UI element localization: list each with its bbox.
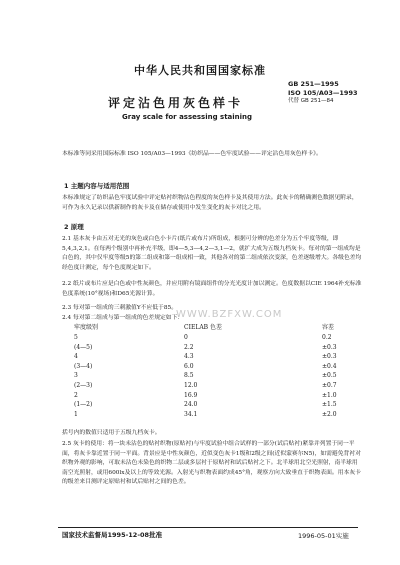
table-row xyxy=(60,371,360,381)
tolerance-cell: ±1.0 xyxy=(322,391,337,399)
implementation-date: 1996-05-01实施 xyxy=(298,532,349,540)
grade-cell: (3—4) xyxy=(74,362,93,370)
tolerance-cell: ±0.5 xyxy=(322,372,337,380)
replaces-note: 代替 GB 251—84 xyxy=(288,98,334,104)
section-1-heading: 1 主题内容与适用范围 xyxy=(64,182,130,190)
header-cielab: CIELAB 色差 xyxy=(184,324,222,332)
document-subtitle-en: Gray scale for assessing staining xyxy=(122,113,253,121)
grade-cell: (4—5) xyxy=(74,343,93,351)
table-row xyxy=(60,400,360,410)
cielab-cell: 6.0 xyxy=(184,362,194,370)
grade-cell: 1 xyxy=(74,410,78,418)
iso-number: ISO 105/A03—1993 xyxy=(288,88,358,97)
clause-2-3: 2.3 每对第一组成的三刺激值Y不应低于85。 xyxy=(62,305,178,311)
grade-cell: 5 xyxy=(74,334,78,341)
table-row xyxy=(60,391,360,401)
cielab-cell: 12.0 xyxy=(184,381,198,389)
issuing-body: 中华人民共和国国家标准 xyxy=(134,64,266,77)
tolerance-cell: ±0.3 xyxy=(322,353,337,361)
header-grade: 牢度级别 xyxy=(74,324,99,332)
standard-number-block xyxy=(288,80,358,106)
cielab-cell: 24.0 xyxy=(184,401,198,409)
table-row xyxy=(60,333,360,343)
clause-2-5: 2.5 灰卡的使用：将一块未沾色的贴衬织物(原贴衬)与牢度试验中组合试样的一部分(试后贴衬)紧靠并列置于同一平面，将灰卡靠近置于同一平面。背景应是中性灰颜色，近似变色灰卡1级和2级之间(近似蒙赛尔N5)，如需避免背衬对织物外观的影响，可取未沾色未染色的织物二层或多层衬于原贴衬和试后贴衬之下。北半球用北空光照射，南半球用南空光照射，或用600lx及以上的等效光源。入射光与织物表面约成45°角，观察方向大致垂直于织物表面。用本灰卡的级差来目测评定原贴衬和试后贴衬之间的色差。 xyxy=(62,441,361,485)
standard-number: GB 251—1995 xyxy=(288,80,339,88)
intro-paragraph: 本标准等同采用国际标准 ISO 105/A03—1993《纺织品——色牢度试验——评定沾色用灰色样卡》。 xyxy=(62,151,322,157)
section-1-text: 本标准规定了纺织品色牢度试验中评定贴衬织物沾色程度的灰色样卡及其使用方法。此灰卡的精确测色数据见附录，可作为永久记录以供新制作的灰卡及在储存或使用中发生变化的灰卡对比之用。 xyxy=(62,195,358,211)
color-difference-table xyxy=(60,323,360,419)
table-row xyxy=(60,343,360,353)
tolerance-cell: ±0.7 xyxy=(322,381,337,389)
clause-2-2: 2.2 纸片或布片应是白色或中性灰颜色，并应用附有镜面组件的分光光度计加以测定。色度数据以CIE 1964补充标准色度系统(10°视场)和D65光源计算。 xyxy=(62,281,362,297)
table-row xyxy=(60,381,360,391)
footer-divider xyxy=(58,527,358,528)
grade-cell: 2 xyxy=(74,391,78,399)
watermark: WWW.BZFXW.COM xyxy=(176,309,283,320)
tolerance-cell: ±0.3 xyxy=(322,343,337,351)
approval-date: 国家技术监督局1995-12-08批准 xyxy=(62,531,163,539)
tolerance-cell: ±1.5 xyxy=(322,401,337,409)
tolerance-cell: 0.2 xyxy=(322,334,332,341)
grade-cell: 4 xyxy=(74,353,78,361)
cielab-cell: 34.1 xyxy=(184,410,198,418)
document-title: 评定沾色用灰色样卡 xyxy=(108,96,244,110)
clause-2-1: 2.1 基本灰卡由五对无光的灰色或白色小卡片(纸片或布片)所组成，根据可分辨的色差分为五个牢度等级，即5,4,3,2,1。在每两个级别中再补充半级，即4—5,3—4,2—3,1—2，就扩大成为五级九档灰卡。每对的第一组成均是白色的，其中仅牢度等级5的第二组成和第一组成相一致，其他各对的第二组成依次变深，色差逐级增大。各级色差均经色度计测定，每个色度规定如下。 xyxy=(62,236,362,271)
grade-cell: (2—3) xyxy=(74,381,93,389)
table-header-row xyxy=(60,323,360,333)
tolerance-cell: ±2.0 xyxy=(322,410,337,418)
table-row xyxy=(60,362,360,372)
cielab-cell: 4.3 xyxy=(184,353,194,361)
grade-cell: 3 xyxy=(74,372,78,380)
grade-cell: (1—2) xyxy=(74,401,93,409)
header-tolerance: 容差 xyxy=(322,324,335,332)
table-row xyxy=(60,410,360,420)
cielab-cell: 16.9 xyxy=(184,391,198,399)
table-note: 括号内的数值只适用于五级九档灰卡。 xyxy=(62,430,161,436)
tolerance-cell: ±0.4 xyxy=(322,362,337,370)
cielab-cell: 2.2 xyxy=(184,343,194,351)
section-2-heading: 2 原理 xyxy=(64,223,84,231)
clause-2-4: 2.4 每对第二组成与第一组成的色差规定如下： xyxy=(62,315,184,321)
cielab-cell: 0 xyxy=(184,334,188,341)
table-row xyxy=(60,352,360,362)
cielab-cell: 8.5 xyxy=(184,372,194,380)
